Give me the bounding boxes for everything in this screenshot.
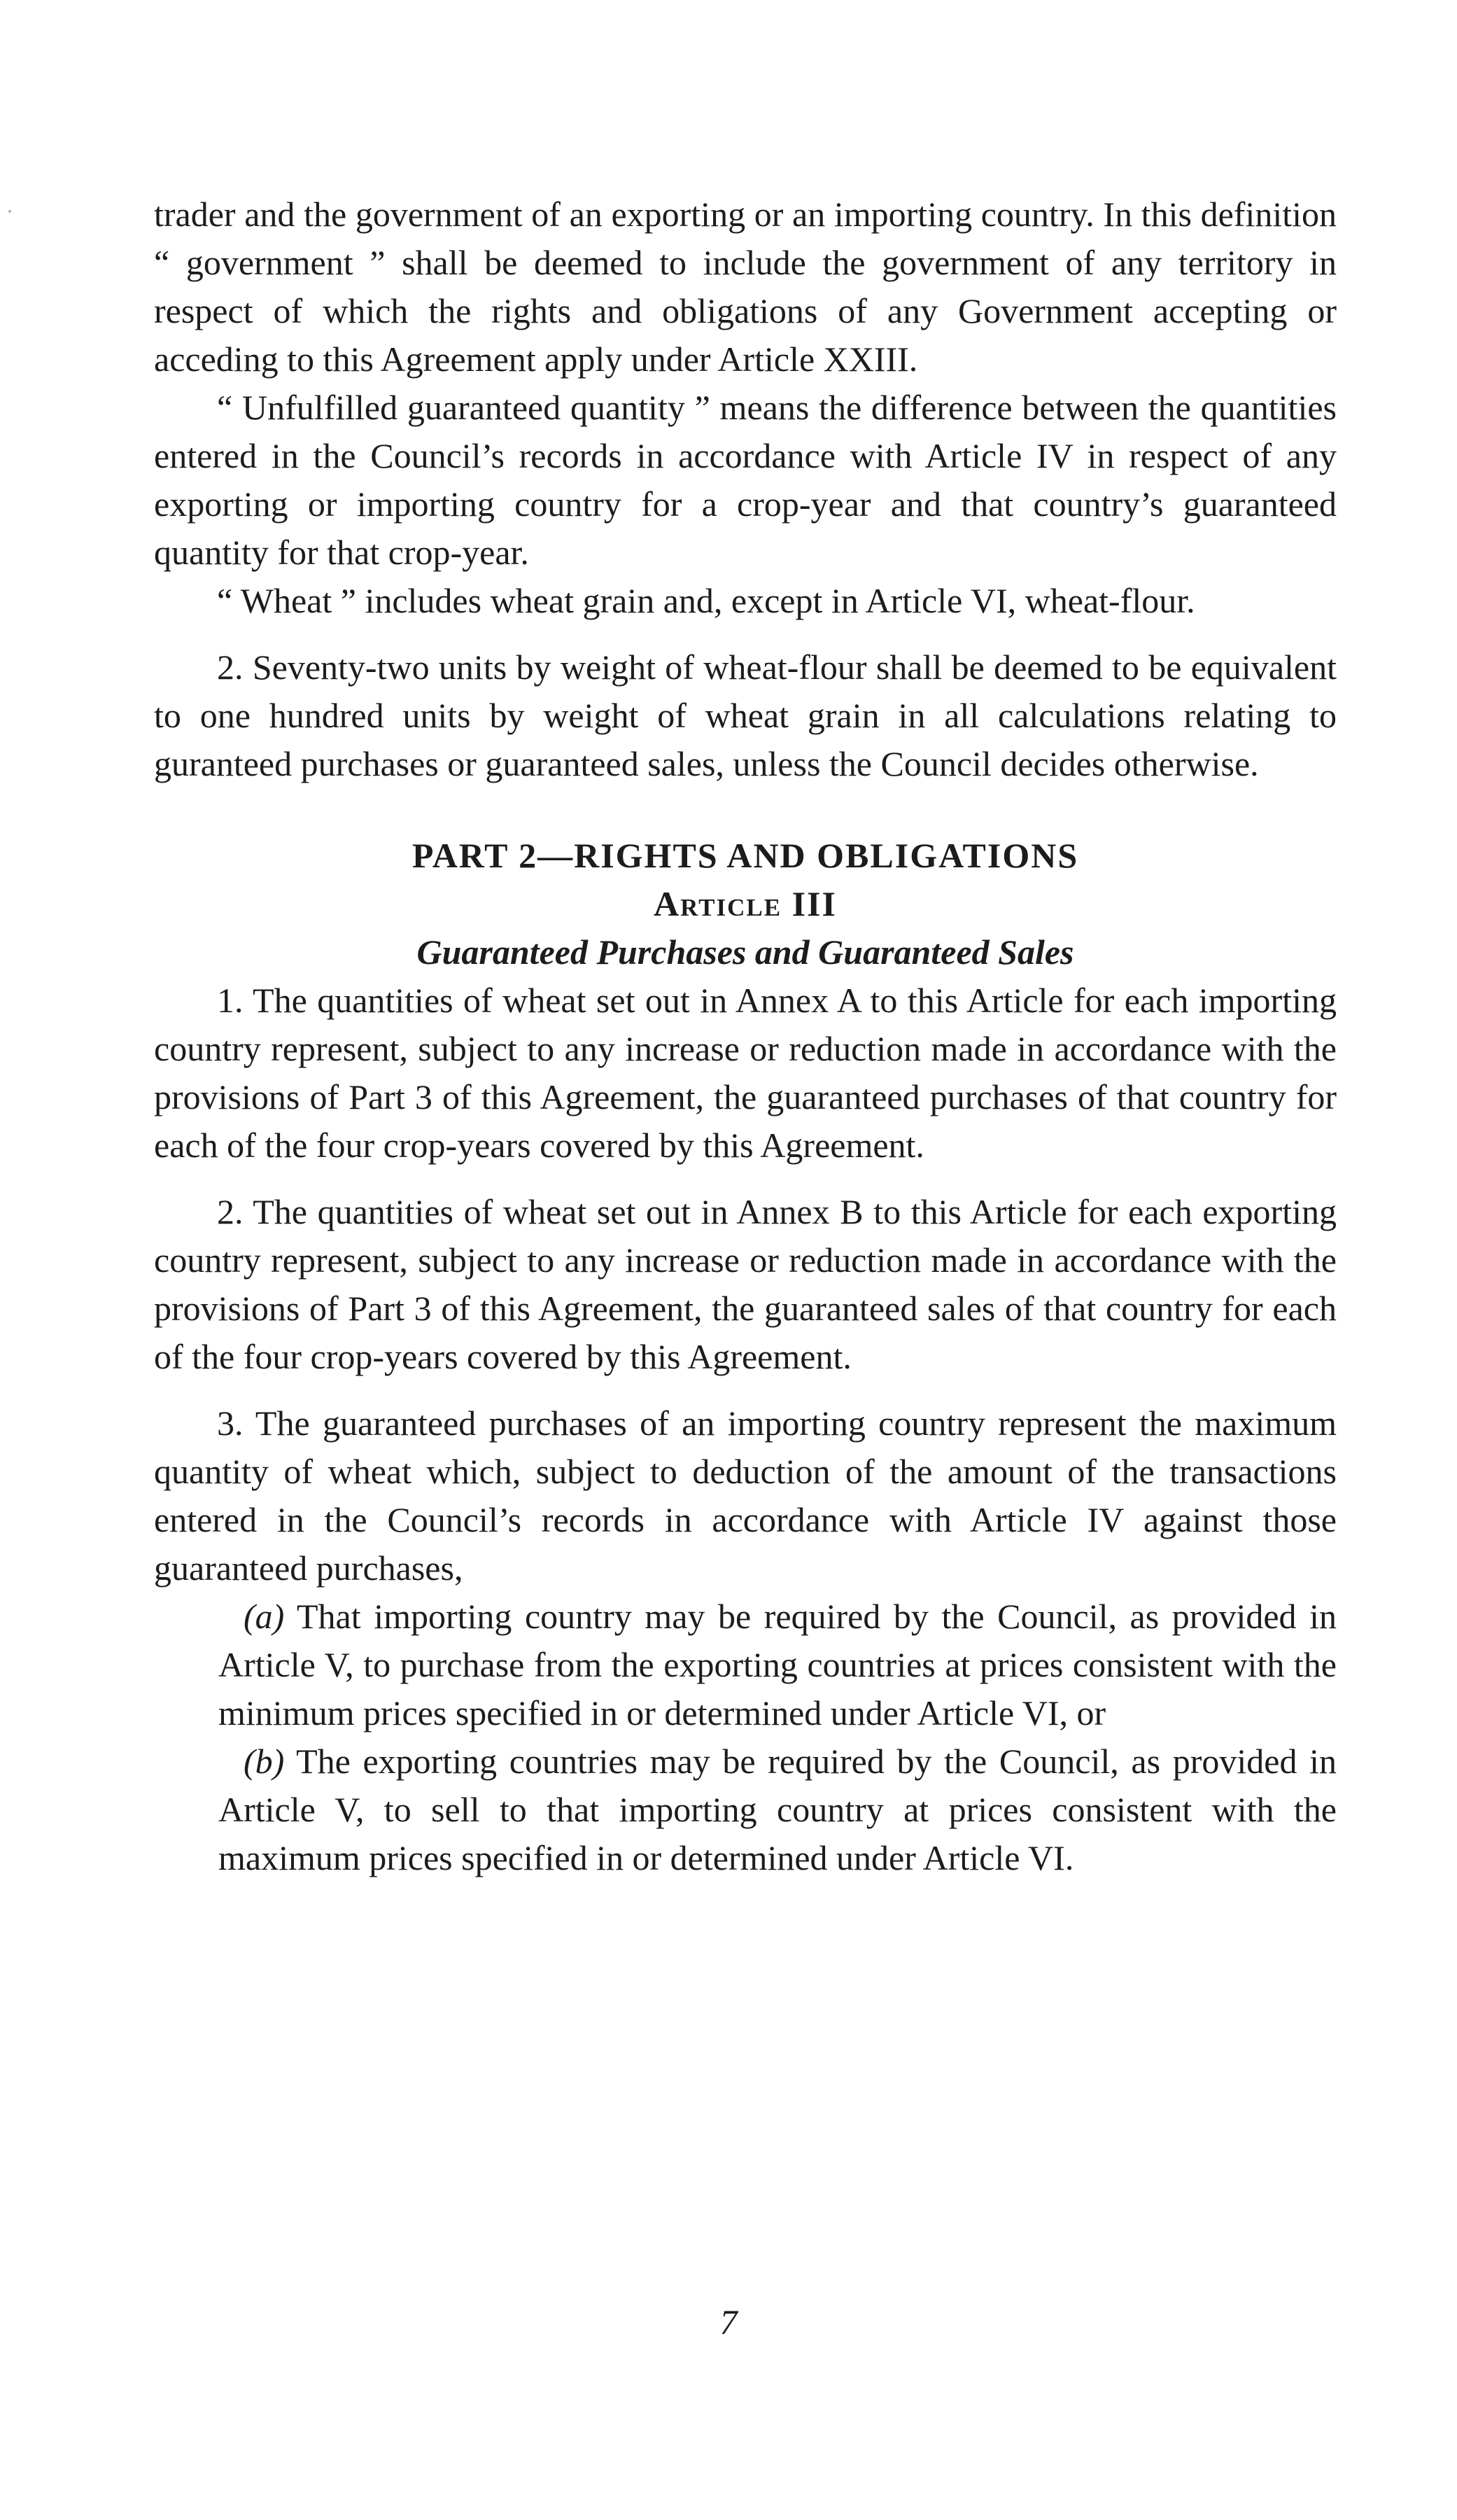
article-paragraph-2: 2. The quantities of wheat set out in Annex B to this Article for each exporting country represent, subject to any increase or reduction made in accordance with the provisions of Part 3 of this Agreement, the guaranteed sales of that country for each of the four crop-years covered by this Agreement.	[154, 1192, 1337, 1376]
definition-government-continued: trader and the government of an exporting or an importing country. In this definition “ government ” shall be deemed to include the government of any territory in respect of which the rights and obligations of any Government accepting or acceding to this Agreement apply under Article XXIII.	[154, 195, 1337, 379]
subparagraph-a-label: (a)	[244, 1597, 285, 1636]
article-subtitle: Guaranteed Purchases and Guaranteed Sales	[416, 932, 1074, 972]
subparagraph-a	[154, 1592, 1337, 1737]
definition-wheat: “ Wheat ” includes wheat grain and, except in Article VI, wheat-flour.	[217, 581, 1195, 620]
subparagraph-b-text: The exporting countries may be required by the Council, as provided in Article V, to sell to that importing country at prices consistent with the maximum prices specified in or determined under Article VI.	[218, 1742, 1337, 1877]
text-column	[154, 190, 1337, 1882]
article-paragraph-3: 3. The guaranteed purchases of an importing country represent the maximum quantity of wheat which, subject to deduction of the amount of the transactions entered in the Council’s records in accordance with Article IV against those guaranteed purchases,	[154, 1404, 1337, 1588]
article-title: Article III	[654, 884, 837, 923]
part-title: PART 2—RIGHTS AND OBLIGATIONS	[411, 836, 1079, 875]
scan-speck	[8, 210, 11, 213]
definition-unfulfilled-guaranteed-quantity: “ Unfulfilled guaranteed quantity ” means the difference between the quantities entered in the Council’s records in accordance with Article IV in respect of any exporting or importing country for a crop-year and that country’s guaranteed quantity for that crop-year.	[154, 388, 1337, 572]
page-number: 7	[719, 2302, 738, 2342]
subparagraph-a-text: That importing country may be required by the Council, as provided in Article V, to purchase from the exporting countries at prices consistent with the minimum prices specified in or determined under Article VI, or	[218, 1597, 1337, 1732]
article-paragraph-1: 1. The quantities of wheat set out in Annex A to this Article for each importing country represent, subject to any increase or reduction made in accordance with the provisions of Part 3 of this Agreement, the guaranteed purchases of that country for each of the four crop-years covered by this Agreement.	[154, 981, 1337, 1165]
subparagraph-b-label: (b)	[244, 1742, 285, 1781]
subparagraph-b	[154, 1737, 1337, 1882]
paragraph-flour-equivalence: 2. Seventy-two units by weight of wheat-flour shall be deemed to be equivalent to one hundred units by weight of wheat grain in all calculations relating to guranteed purchases or guaranteed sales, unless the Council decides otherwise.	[154, 648, 1337, 783]
